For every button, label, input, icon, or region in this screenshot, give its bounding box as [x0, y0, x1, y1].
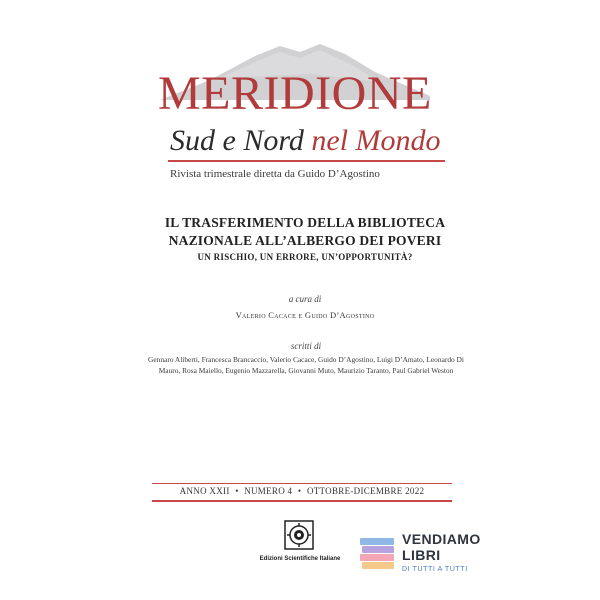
issue-year: ANNO XXII: [179, 486, 230, 496]
issue-separator-1: •: [235, 486, 239, 496]
watermark-line-2: LIBRI: [402, 547, 441, 563]
watermark-line-1: VENDIAMO: [402, 531, 481, 547]
book-stack-icon: [358, 534, 398, 574]
issue-period: OTTOBRE-DICEMBRE 2022: [306, 486, 425, 496]
publisher-name: Edizioni Scientifiche Italiane: [259, 556, 341, 562]
issue-subtitle: UN RISCHIO, UN ERRORE, UN’OPPORTUNITÀ?: [197, 252, 413, 262]
watermark-text: [402, 532, 481, 573]
journal-subtitle: Rivista trimestrale diretta da Guido D’Agostino: [170, 168, 380, 180]
publisher-logo-icon: [284, 520, 314, 550]
issue-line-bottom-divider: [152, 500, 452, 502]
curators-block: [150, 292, 460, 324]
authors-block: [148, 338, 464, 376]
vendiamo-libri-watermark: [358, 530, 498, 580]
issue-title-block: [150, 214, 460, 264]
issue-separator-2: •: [297, 486, 302, 496]
issue-title-line-1: IL TRASFERIMENTO DELLA BIBLIOTECA: [164, 215, 446, 230]
issue-line-top-divider: [152, 483, 452, 484]
watermark-line-3: DI TUTTI A TUTTI: [402, 566, 468, 573]
curated-label: a cura di: [288, 294, 322, 304]
top-divider: [168, 160, 445, 162]
journal-name: MERIDIONE: [158, 67, 432, 120]
curator-names: Valerio Cacace e Guido D’Agostino: [235, 310, 375, 320]
issue-info-line: [152, 486, 452, 496]
issue-number: NUMERO 4: [244, 486, 293, 496]
journal-tagline: [170, 126, 441, 156]
author-names: Gennaro Aliberti, Francesca Brancaccio, Valerio Cacace, Guido D’Agostino, Luigi D’Amato, Leonardo Di Mauro, Rosa Maiello, Eugenio Mazzarella, Giovanni Muto, Maurizio Taranto, Paul Gabriel Weston: [148, 355, 464, 375]
issue-title-line-2: NAZIONALE ALL’ALBERGO DEI POVERI: [168, 233, 442, 248]
authors-label: scritti di: [290, 341, 322, 351]
tagline-part-2: nel Mondo: [311, 124, 441, 157]
tagline-part-1: Sud e Nord: [170, 124, 312, 157]
